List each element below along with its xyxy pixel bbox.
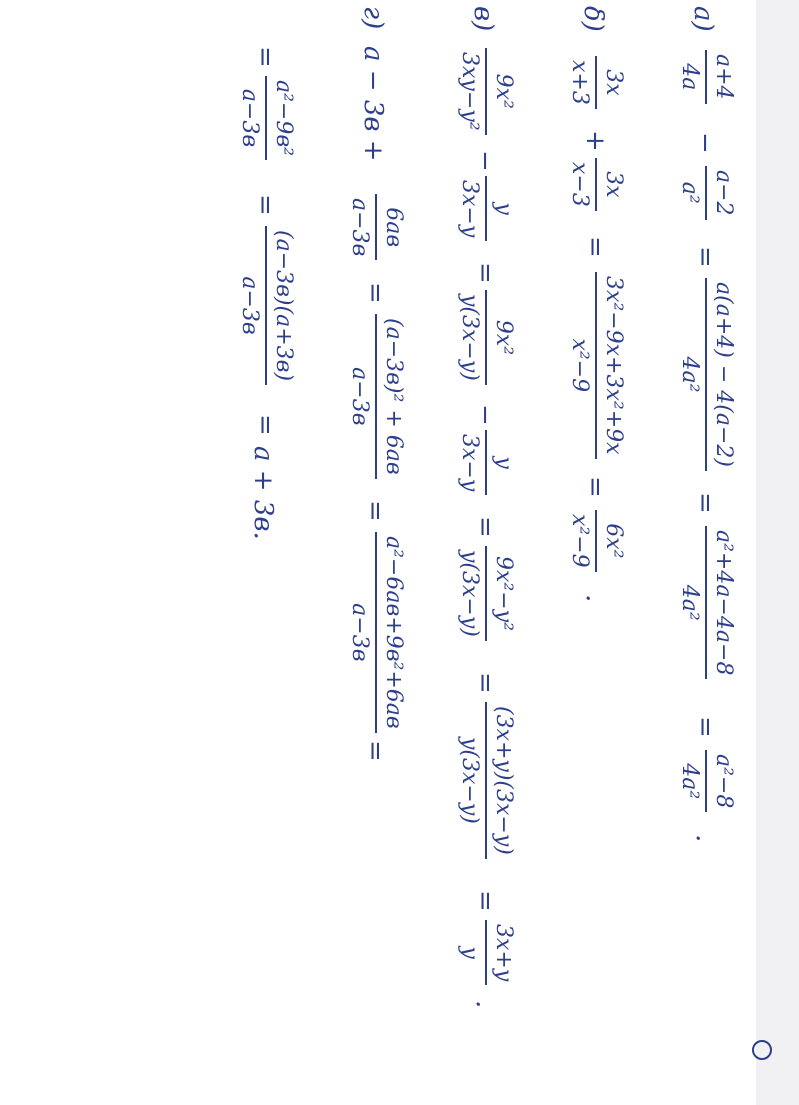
fraction <box>236 226 296 385</box>
denominator: y(3x−y) <box>457 550 482 637</box>
numerator: (3x+y)(3x−y) <box>491 706 516 855</box>
denominator: 3x−y <box>457 434 482 492</box>
equals: = <box>360 740 390 762</box>
denominator: a−3в <box>237 276 262 335</box>
numerator: y <box>491 202 516 215</box>
equals: = <box>250 194 280 216</box>
fraction <box>456 290 516 385</box>
equals: = <box>470 262 500 284</box>
problem-label: δ) <box>578 6 608 32</box>
numerator: (a−3в)(a+3в) <box>271 230 296 382</box>
problem-c <box>416 0 528 1105</box>
problem-a <box>636 0 748 1105</box>
denominator: a² <box>677 181 702 204</box>
numerator: y <box>491 456 516 469</box>
fraction <box>456 176 516 241</box>
denominator: y <box>457 946 482 959</box>
equals: = <box>470 672 500 694</box>
equals: = <box>250 414 280 436</box>
fraction <box>456 920 516 985</box>
denominator: a−3в <box>347 198 372 257</box>
numerator: a²−9в² <box>271 80 296 156</box>
equals: = <box>690 492 720 514</box>
fraction <box>566 510 626 572</box>
fraction <box>456 48 516 135</box>
operator: − <box>470 150 500 172</box>
numerator: a²−8 <box>711 754 736 809</box>
denominator: 3xy−y² <box>457 52 482 131</box>
fraction <box>676 166 736 220</box>
problem-label: г) <box>358 6 388 30</box>
numerator: 9x²−y² <box>491 555 516 631</box>
denominator: y(3x−y) <box>457 294 482 381</box>
problem-d-continued <box>196 0 308 1105</box>
equals: = <box>470 890 500 912</box>
problem-label: в) <box>468 6 498 32</box>
numerator: 3x²−9x+3x²+9x <box>601 276 626 455</box>
equals: = <box>360 500 390 522</box>
fraction <box>676 50 736 104</box>
problem-d <box>306 0 418 1105</box>
numerator: 3x <box>601 171 626 198</box>
numerator: 6aв <box>381 207 406 248</box>
fraction <box>676 278 736 471</box>
denominator: x²−9 <box>567 514 592 568</box>
denominator: 3x−y <box>457 180 482 238</box>
result: a + 3в. <box>248 446 278 540</box>
fraction <box>456 430 516 495</box>
equals: = <box>360 282 390 304</box>
equals: = <box>250 46 280 68</box>
operator: − <box>470 404 500 426</box>
denominator: 4a² <box>677 584 702 621</box>
numerator: a²−6aв+9в²+6aв <box>381 536 406 729</box>
fraction <box>676 526 736 679</box>
equals: = <box>470 516 500 538</box>
denominator: x−3 <box>567 162 592 207</box>
period: . <box>580 594 610 603</box>
fraction <box>566 158 626 211</box>
numerator: 6x² <box>601 523 626 559</box>
operator: − <box>690 132 720 154</box>
operator: + <box>580 130 610 152</box>
numerator: 3x+y <box>491 924 516 982</box>
period: . <box>690 834 720 843</box>
denominator: a−3в <box>347 603 372 662</box>
fraction <box>346 314 406 479</box>
numerator: 3x <box>601 69 626 96</box>
problem-b <box>526 0 638 1105</box>
expression: a − 3в + <box>358 46 388 162</box>
numerator: a+4 <box>711 54 736 100</box>
numerator: a−2 <box>711 170 736 216</box>
denominator: a−3в <box>347 367 372 426</box>
fraction <box>676 750 736 812</box>
equals: = <box>690 246 720 268</box>
denominator: 4a² <box>677 763 702 800</box>
equals: = <box>580 476 610 498</box>
denominator: x+3 <box>567 60 592 105</box>
denominator: 4a² <box>677 356 702 393</box>
fraction <box>566 56 626 109</box>
numerator: 9x² <box>491 319 516 356</box>
denominator: y(3x−y) <box>457 737 482 824</box>
fraction <box>566 272 626 459</box>
denominator: a−3в <box>237 88 262 148</box>
fraction <box>456 546 516 641</box>
period: . <box>470 1000 500 1009</box>
fraction <box>236 76 296 160</box>
equals: = <box>580 236 610 258</box>
numerator: a(a+4) − 4(a−2) <box>711 282 736 467</box>
numerator: 9x² <box>491 73 516 109</box>
denominator: x²−9 <box>567 338 592 393</box>
side-panel <box>756 0 799 1105</box>
fraction <box>456 702 516 859</box>
problem-label: a) <box>688 6 718 32</box>
numerator: (a−3в)² + 6aв <box>381 318 406 475</box>
fraction <box>346 532 406 733</box>
equals: = <box>690 716 720 738</box>
fraction <box>346 194 406 260</box>
numerator: a²+4a−4a−8 <box>711 530 736 676</box>
denominator: 4a <box>677 63 702 91</box>
